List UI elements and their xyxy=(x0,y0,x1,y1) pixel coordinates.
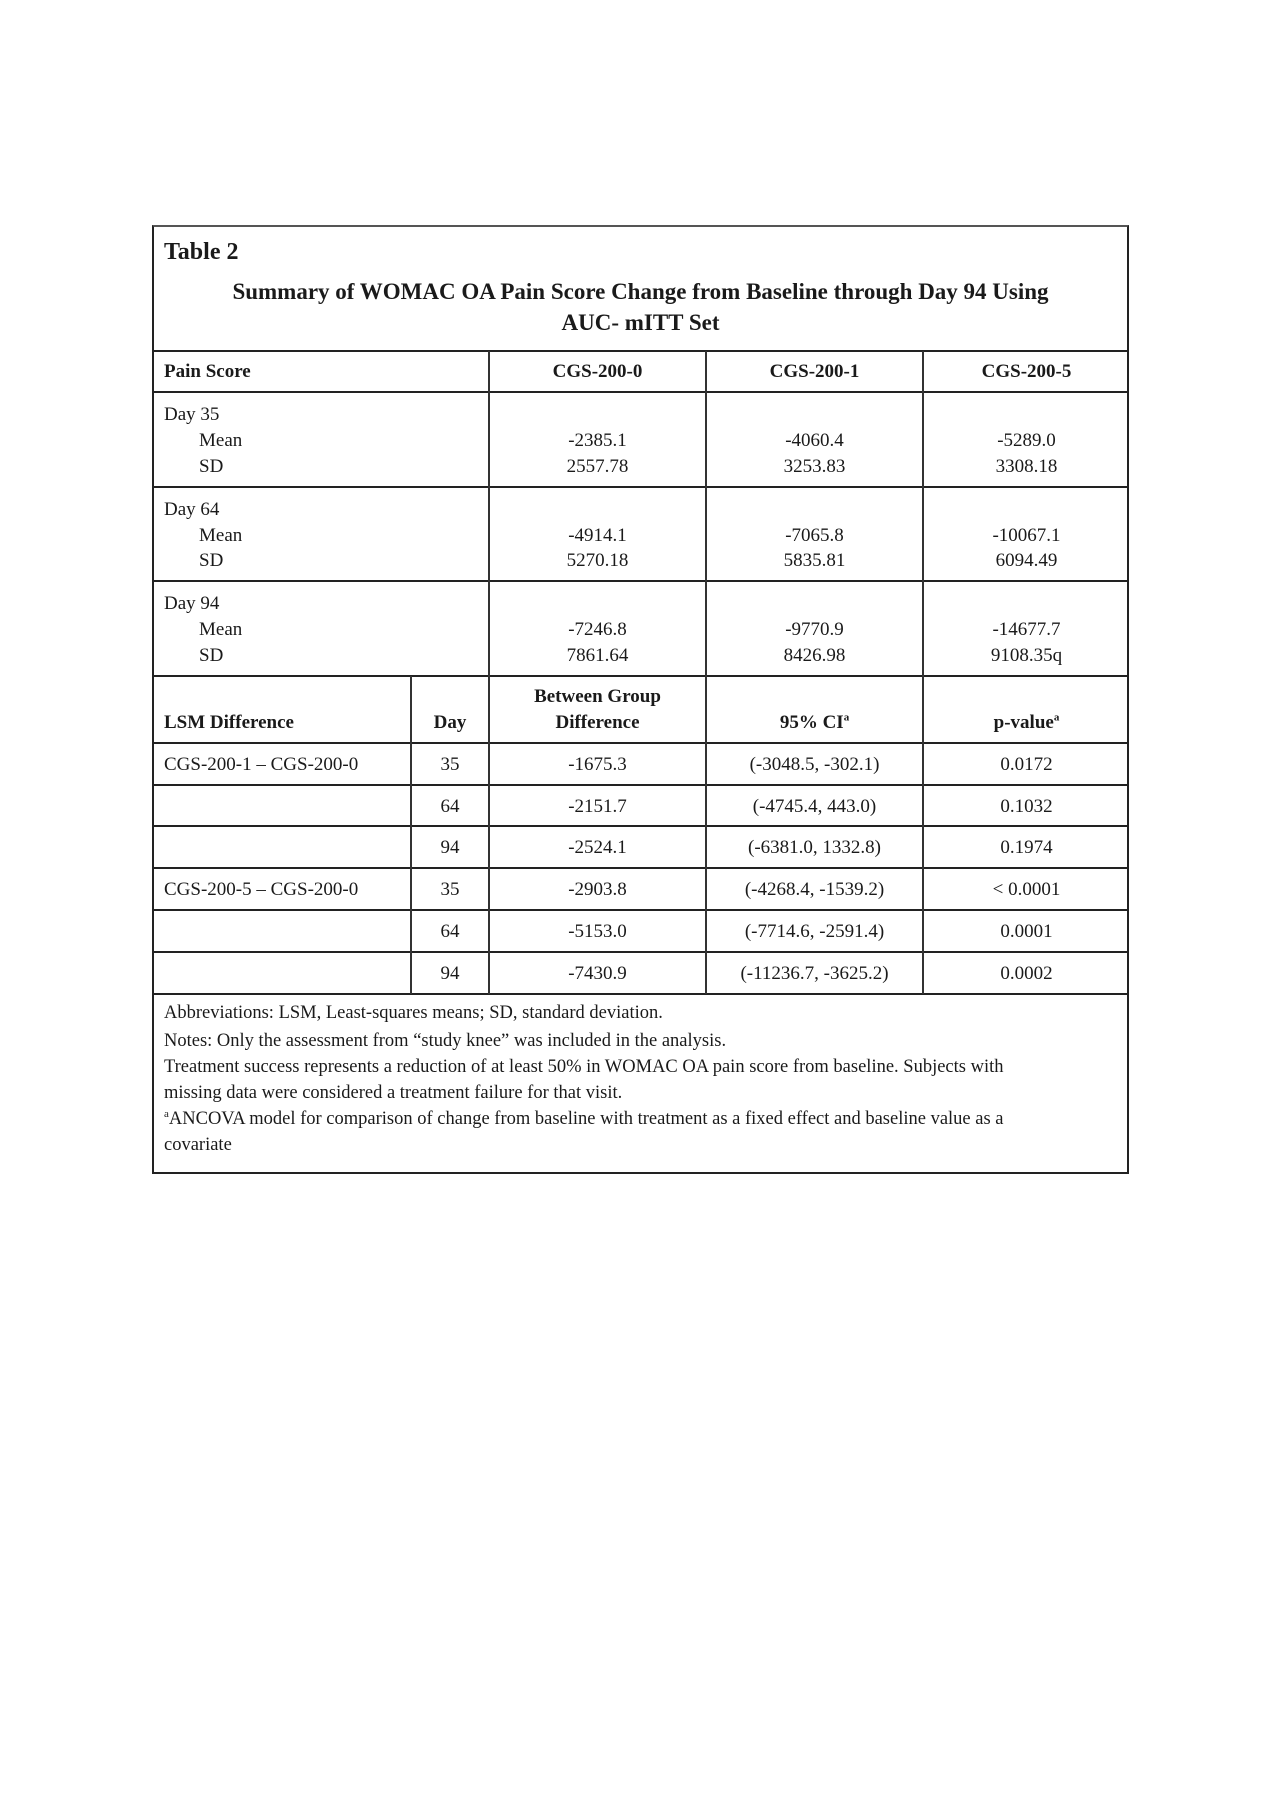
sd-value: 3308.18 xyxy=(995,456,1058,477)
sd-value: 3253.83 xyxy=(783,456,846,477)
table-label: Table 2 xyxy=(164,239,239,265)
sd-value: 2557.78 xyxy=(566,456,629,477)
row-day: 94 xyxy=(440,837,460,858)
rule-row4-bottom xyxy=(152,909,1129,911)
mean-value: -4914.1 xyxy=(568,525,627,546)
table-title-line1: Summary of WOMAC OA Pain Score Change from Baseline through Day 94 Using xyxy=(232,279,1049,304)
row-comparison: CGS-200-1 – CGS-200-0 xyxy=(164,754,359,775)
sd-value: 6094.49 xyxy=(995,550,1058,571)
row-difference: -5153.0 xyxy=(568,921,627,942)
row-ci: (-4745.4, 443.0) xyxy=(752,796,877,817)
day-label: Day 64 xyxy=(164,499,220,520)
sd-value: 7861.64 xyxy=(566,645,629,666)
rule-row5-bottom xyxy=(152,951,1129,953)
footnote-treatment-line2: missing data were considered a treatment failure for that visit. xyxy=(164,1083,623,1103)
row-day: 35 xyxy=(440,879,460,900)
footnote-abbreviations: Abbreviations: LSM, Least-squares means; SD, standard deviation. xyxy=(164,1003,663,1023)
row-ci: (-11236.7, -3625.2) xyxy=(740,963,889,984)
sd-value: 9108.35q xyxy=(990,645,1063,666)
header-group-2: CGS-200-5 xyxy=(981,361,1072,382)
row-pvalue: 0.0001 xyxy=(1000,921,1053,942)
header-pvalue-footnote-marker: a xyxy=(1053,711,1060,724)
row-pvalue: 0.0172 xyxy=(1000,754,1053,775)
row-ci: (-4268.4, -1539.2) xyxy=(744,879,885,900)
header-ci xyxy=(707,712,922,734)
rule-row6-bottom xyxy=(152,993,1129,995)
footnote-ancova-line1 xyxy=(164,1107,1004,1132)
row-day: 64 xyxy=(440,796,460,817)
row-difference: -2524.1 xyxy=(568,837,627,858)
row-difference: -7430.9 xyxy=(568,963,627,984)
header-between-group-line1: Between Group xyxy=(534,686,661,707)
rule-title-bottom xyxy=(152,350,1129,352)
footnote-ancova-line2: covariate xyxy=(164,1135,232,1155)
header-pvalue xyxy=(924,712,1129,734)
row-comparison: CGS-200-5 – CGS-200-0 xyxy=(164,879,359,900)
mean-value: -10067.1 xyxy=(992,525,1061,546)
header-ci-text: 95% CI xyxy=(779,712,844,733)
mean-value: -4060.4 xyxy=(785,430,844,451)
rule-header-bottom xyxy=(152,391,1129,393)
rule-day94-bottom xyxy=(152,675,1129,677)
footnote-treatment-line1: Treatment success represents a reduction of at least 50% in WOMAC OA pain score from baseline. Subjects with xyxy=(164,1057,1004,1077)
row-ci: (-6381.0, 1332.8) xyxy=(748,837,881,858)
header-group-0: CGS-200-0 xyxy=(552,361,643,382)
rule-lsm-header-bottom xyxy=(152,742,1129,744)
sd-value: 5835.81 xyxy=(783,550,846,571)
footnote-notes: Notes: Only the assessment from “study knee” was included in the analysis. xyxy=(164,1031,727,1051)
row-difference: -2151.7 xyxy=(568,796,627,817)
row-difference: -1675.3 xyxy=(568,754,627,775)
sd-label: SD xyxy=(199,645,224,666)
sd-value: 8426.98 xyxy=(783,645,846,666)
row-ci: (-7714.6, -2591.4) xyxy=(744,921,885,942)
mean-value: -7065.8 xyxy=(785,525,844,546)
header-ci-footnote-marker: a xyxy=(843,711,850,724)
mean-value: -7246.8 xyxy=(568,619,627,640)
header-lsm-difference: LSM Difference xyxy=(164,712,294,733)
sd-value: 5270.18 xyxy=(566,550,629,571)
row-difference: -2903.8 xyxy=(568,879,627,900)
mean-value: -9770.9 xyxy=(785,619,844,640)
header-between-group-line2: Difference xyxy=(555,712,640,733)
footnote-marker: a xyxy=(164,1107,169,1120)
rule-row2-bottom xyxy=(152,825,1129,827)
rule-row3-bottom xyxy=(152,867,1129,869)
day-label: Day 94 xyxy=(164,593,220,614)
row-day: 35 xyxy=(440,754,460,775)
row-day: 94 xyxy=(440,963,460,984)
sd-label: SD xyxy=(199,456,224,477)
header-pvalue-text: p-value xyxy=(993,712,1054,733)
mean-label: Mean xyxy=(199,430,243,451)
row-ci: (-3048.5, -302.1) xyxy=(749,754,880,775)
row-pvalue: 0.1032 xyxy=(1000,796,1053,817)
row-pvalue: < 0.0001 xyxy=(992,879,1061,900)
sd-label: SD xyxy=(199,550,224,571)
header-pain-score: Pain Score xyxy=(164,361,251,382)
table-title-line2: AUC- mITT Set xyxy=(561,310,720,335)
row-day: 64 xyxy=(440,921,460,942)
mean-label: Mean xyxy=(199,619,243,640)
rule-row1-bottom xyxy=(152,784,1129,786)
header-day: Day xyxy=(433,712,467,733)
day-label: Day 35 xyxy=(164,404,220,425)
rule-day35-bottom xyxy=(152,486,1129,488)
row-pvalue: 0.1974 xyxy=(1000,837,1053,858)
mean-value: -2385.1 xyxy=(568,430,627,451)
mean-value: -5289.0 xyxy=(997,430,1056,451)
footnote-ancova-text: ANCOVA model for comparison of change from baseline with treatment as a fixed effect and baseline value as a xyxy=(168,1109,1004,1129)
mean-label: Mean xyxy=(199,525,243,546)
rule-day64-bottom xyxy=(152,580,1129,582)
row-pvalue: 0.0002 xyxy=(1000,963,1053,984)
header-group-1: CGS-200-1 xyxy=(769,361,860,382)
mean-value: -14677.7 xyxy=(992,619,1061,640)
